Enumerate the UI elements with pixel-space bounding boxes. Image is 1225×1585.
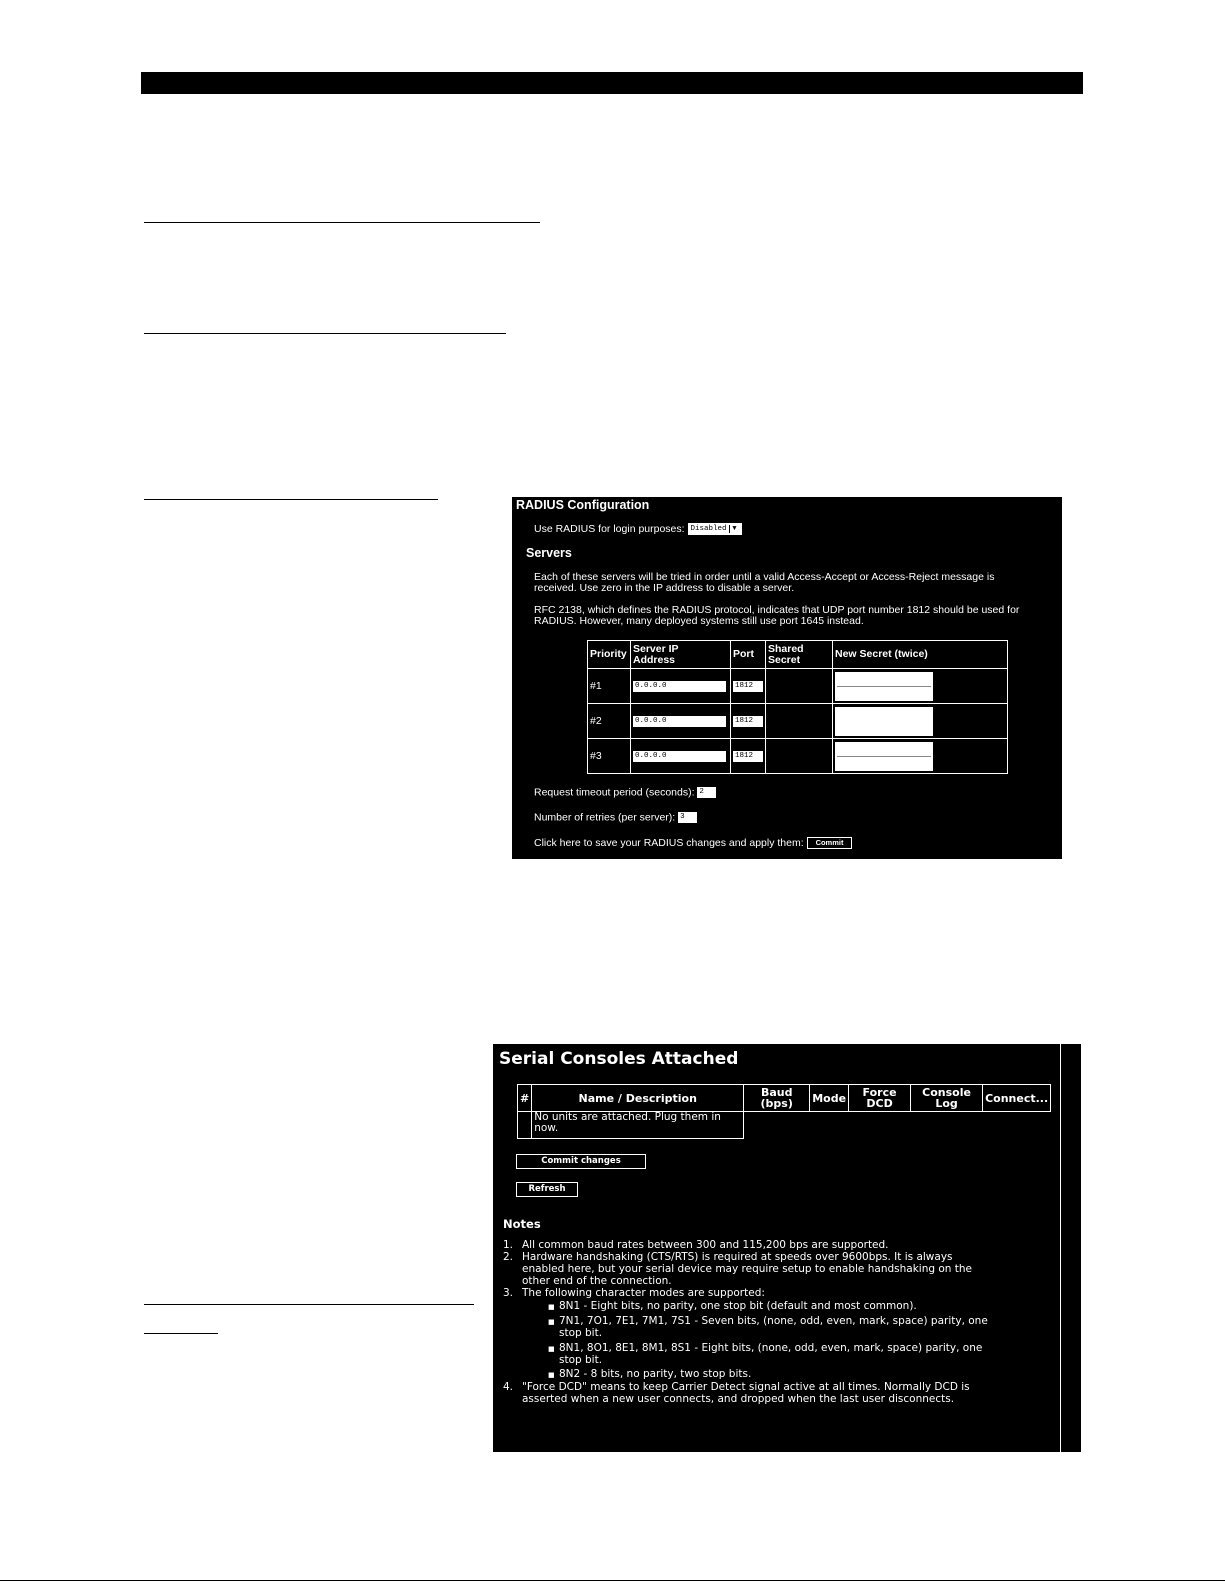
col-new-secret: New Secret (twice) <box>833 641 1008 669</box>
table-row <box>588 704 1008 739</box>
bullet-icon: ■ <box>548 1303 555 1311</box>
priority-cell: #1 <box>588 669 631 704</box>
col-number: # <box>518 1085 532 1112</box>
mode-8n2: 8N2 - 8 bits, no parity, two stop bits. <box>559 1368 752 1380</box>
col-shared-secret: Shared Secret <box>766 641 833 669</box>
mode-8bit-line2: stop bit. <box>559 1354 603 1366</box>
port-input[interactable]: 1812 <box>733 751 763 762</box>
servers-para1-line1: Each of these servers will be tried in order until a valid Access-Accept or Access-Reject message is <box>534 571 995 583</box>
bullet-icon: ■ <box>548 1345 555 1353</box>
radius-config-panel <box>512 497 1062 859</box>
scrollbar-divider <box>1060 1044 1061 1452</box>
timeout-label: Request timeout period (seconds): <box>534 786 695 799</box>
col-priority: Priority <box>588 641 631 669</box>
col-connect: Connect... <box>983 1085 1051 1112</box>
use-radius-row <box>534 523 742 535</box>
col-port: Port <box>731 641 766 669</box>
note-2-line1: Hardware handshaking (CTS/RTS) is required at speeds over 9600bps. It is always <box>522 1251 953 1263</box>
commit-button[interactable]: Commit <box>807 837 853 849</box>
server-ip-input[interactable]: 0.0.0.0 <box>633 716 726 727</box>
section-rule <box>144 1333 218 1334</box>
note-number: 1. <box>503 1239 514 1251</box>
timeout-row <box>534 787 716 798</box>
radius-servers-table <box>587 640 1008 774</box>
serial-title: Serial Consoles Attached <box>499 1049 739 1069</box>
note-2-line2: enabled here, but your serial device may require setup to enable handshaking on the <box>522 1263 972 1275</box>
note-number: 2. <box>503 1251 514 1263</box>
notes-heading: Notes <box>503 1217 541 1231</box>
col-console-log: Console Log <box>911 1085 983 1112</box>
note-4-line1: "Force DCD" means to keep Carrier Detect signal active at all times. Normally DCD is <box>522 1381 970 1393</box>
empty-cells <box>744 1112 1051 1139</box>
table-header-row <box>518 1085 1051 1112</box>
mode-7bit-line1: 7N1, 7O1, 7E1, 7M1, 7S1 - Seven bits, (none, odd, even, mark, space) parity, one <box>559 1315 988 1327</box>
port-cell <box>731 739 766 774</box>
ip-cell <box>631 739 731 774</box>
col-name: Name / Description <box>532 1085 744 1112</box>
section-rule <box>144 1304 474 1305</box>
note-number: 3. <box>503 1287 514 1299</box>
note-1: All common baud rates between 300 and 115,200 bps are supported. <box>522 1239 889 1251</box>
radius-title: RADIUS Configuration <box>516 498 650 512</box>
bullet-icon: ■ <box>548 1318 555 1326</box>
use-radius-label: Use RADIUS for login purposes: <box>534 522 685 535</box>
mode-7bit-line2: stop bit. <box>559 1327 603 1339</box>
retries-label: Number of retries (per server): <box>534 811 676 824</box>
note-number: 4. <box>503 1381 514 1393</box>
serial-consoles-panel <box>493 1044 1081 1452</box>
port-input[interactable]: 1812 <box>733 681 763 692</box>
new-secret-cell <box>833 704 1008 739</box>
note-2-line3: other end of the connection. <box>522 1275 672 1287</box>
bullet-icon: ■ <box>548 1371 555 1379</box>
use-radius-select[interactable]: Disabled ▼ <box>688 523 742 535</box>
col-baud: Baud (bps) <box>744 1085 810 1112</box>
new-secret-cell <box>833 669 1008 704</box>
ip-cell <box>631 704 731 739</box>
mode-8bit-line1: 8N1, 8O1, 8E1, 8M1, 8S1 - Eight bits, (none, odd, even, mark, space) parity, one <box>559 1342 983 1354</box>
commit-label: Click here to save your RADIUS changes and apply them: <box>534 836 804 849</box>
priority-cell: #3 <box>588 739 631 774</box>
col-force-dcd: Force DCD <box>849 1085 911 1112</box>
commit-row <box>534 837 852 849</box>
col-mode: Mode <box>810 1085 849 1112</box>
server-ip-input[interactable]: 0.0.0.0 <box>633 681 726 692</box>
new-secret-input[interactable] <box>835 707 933 736</box>
number-cell <box>518 1112 532 1139</box>
section-rule <box>144 222 540 223</box>
serial-consoles-table <box>517 1084 1051 1139</box>
shared-secret-cell <box>766 739 833 774</box>
table-row <box>518 1112 1051 1139</box>
priority-cell: #2 <box>588 704 631 739</box>
new-secret-input[interactable] <box>835 742 933 771</box>
table-header-row <box>588 641 1008 669</box>
ip-cell <box>631 669 731 704</box>
note-4-line2: asserted when a new user connects, and dropped when the last user disconnects. <box>522 1393 955 1405</box>
footer-rule <box>0 1580 1225 1581</box>
timeout-input[interactable]: 2 <box>697 787 716 798</box>
refresh-button[interactable]: Refresh <box>516 1182 578 1197</box>
section-rule <box>144 333 506 334</box>
port-cell <box>731 669 766 704</box>
shared-secret-cell <box>766 704 833 739</box>
section-rule <box>144 499 438 500</box>
retries-row <box>534 812 697 823</box>
commit-changes-button[interactable]: Commit changes <box>516 1154 646 1169</box>
port-input[interactable]: 1812 <box>733 716 763 727</box>
servers-heading: Servers <box>526 546 572 560</box>
chevron-down-icon: ▼ <box>729 525 740 533</box>
port-cell <box>731 704 766 739</box>
table-row <box>588 739 1008 774</box>
new-secret-input[interactable] <box>835 672 933 701</box>
note-3: The following character modes are supported: <box>522 1287 765 1299</box>
col-server-ip: Server IP Address <box>631 641 731 669</box>
server-ip-input[interactable]: 0.0.0.0 <box>633 751 726 762</box>
servers-para2-line2: RADIUS. However, many deployed systems still use port 1645 instead. <box>534 615 864 627</box>
new-secret-cell <box>833 739 1008 774</box>
header-bar <box>141 72 1083 94</box>
mode-8n1: 8N1 - Eight bits, no parity, one stop bit (default and most common). <box>559 1300 917 1312</box>
servers-para1-line2: received. Use zero in the IP address to disable a server. <box>534 582 795 594</box>
table-row <box>588 669 1008 704</box>
servers-para2-line1: RFC 2138, which defines the RADIUS protocol, indicates that UDP port number 1812 should be used for <box>534 604 1020 616</box>
empty-message: No units are attached. Plug them in now. <box>532 1112 744 1139</box>
retries-input[interactable]: 3 <box>678 812 697 823</box>
shared-secret-cell <box>766 669 833 704</box>
